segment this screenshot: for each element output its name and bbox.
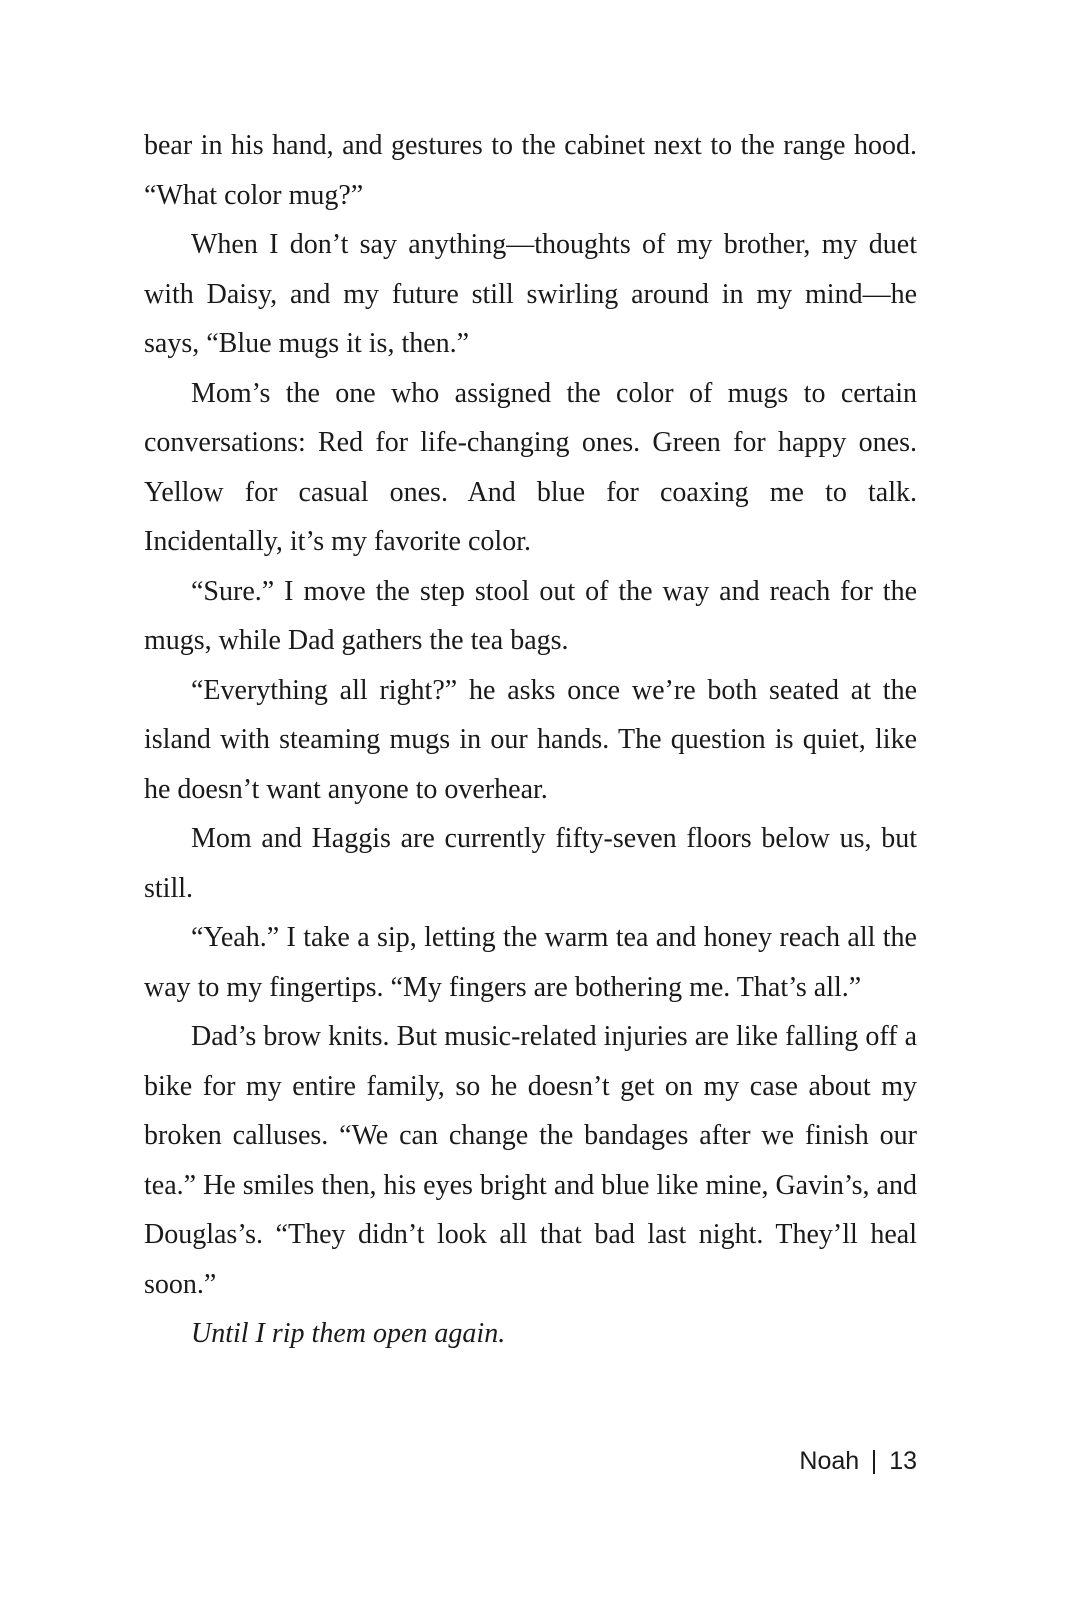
paragraph-italic-thought: Until I rip them open again. [191, 1318, 506, 1349]
page-footer [799, 1447, 917, 1476]
body-text [144, 121, 917, 1359]
paragraph: Mom and Haggis are currently fifty-seven floors below us, but still. [144, 823, 917, 904]
footer-separator [873, 1450, 875, 1474]
paragraph-continuation: bear in his hand, and gestures to the cabinet next to the range hood. “What color mug?” [144, 130, 917, 211]
page-number: 13 [889, 1447, 917, 1475]
paragraph: “Yeah.” I take a sip, letting the warm tea and honey reach all the way to my fingertips. “My fingers are bothering me. That’s all.” [144, 922, 917, 1003]
running-head-chapter: Noah [799, 1447, 860, 1475]
paragraph: “Everything all right?” he asks once we’re both seated at the island with steaming mugs in our hands. The question is quiet, like he doesn’t want anyone to overhear. [144, 674, 917, 805]
paragraph: Dad’s brow knits. But music-related injuries are like falling off a bike for my entire family, so he doesn’t get on my case about my broken calluses. “We can change the bandages after we finish our tea.” He smiles then, his eyes bright and blue like mine, Gavin’s, and Douglas’s. “They didn’t look all that bad last night. They’ll heal soon.” [144, 1021, 917, 1300]
paragraph: When I don’t say anything—thoughts of my brother, my duet with Daisy, and my future still swirling around in my mind—he says, “Blue mugs it is, then.” [144, 229, 917, 359]
paragraph: “Sure.” I move the step stool out of the way and reach for the mugs, while Dad gathers the tea bags. [144, 575, 917, 656]
paragraph: Mom’s the one who assigned the color of mugs to certain conversations: Red for life-changing ones. Green for happy ones. Yellow for casual ones. And blue for coaxing me to talk. Incidentally, it’s my favorite color. [144, 377, 917, 557]
